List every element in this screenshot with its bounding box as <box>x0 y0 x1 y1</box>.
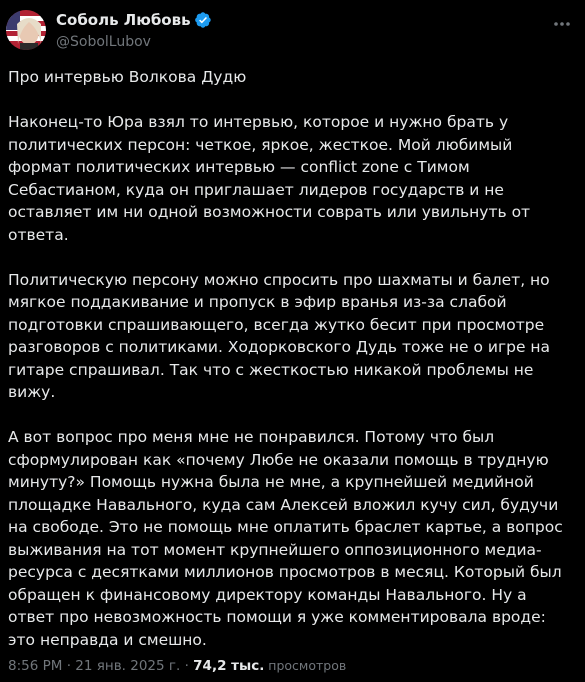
author-handle[interactable]: @SobolLubov <box>56 34 151 50</box>
name-row <box>56 10 212 30</box>
post-paragraph: Про интервью Волкова Дудю <box>8 68 247 86</box>
views-count[interactable]: 74,2 тыс. <box>193 658 265 674</box>
more-dots-icon[interactable] <box>550 12 574 36</box>
meta-separator: · <box>62 658 76 674</box>
avatar[interactable] <box>6 10 46 50</box>
post-header <box>0 0 585 58</box>
display-name[interactable]: Соболь Любовь <box>56 11 191 29</box>
post-paragraph: А вот вопрос про меня мне не понравился. Потому что был сформулирован как «почему Любе не оказали помощь в трудную минуту?» Помощь нужна была не мне, а крупнейшей медийной площадке Навального, куда сам Алексей вложил кучу сил, будучи на свободе. Это не помощь мне оплатить браслет картье, а вопрос выживания на тот момент крупнейшего оппозиционного медиа-ресурса с десятками миллионов просмотров в месяц. Который был обращен к финансовому директору команды Навального. Ну а ответ про невозможность помощи я уже комментировала вроде: это неправда и смешно. <box>8 428 563 649</box>
verified-badge-icon[interactable] <box>194 11 212 29</box>
post-text <box>8 66 574 674</box>
meta-separator: · <box>180 658 194 674</box>
author-names <box>56 10 212 52</box>
post-date[interactable]: 21 янв. 2025 г. <box>75 658 181 674</box>
post-meta <box>8 656 346 676</box>
views-label: просмотров <box>264 658 347 673</box>
post-paragraph: Политическую персону можно спросить про шахматы и балет, но мягкое поддакивание и пропуск в эфир вранья из-за слабой подготовки спрашивающего, всегда жутко бесит при просмотре разговоров с политиками. Ходорковского Дудь тоже не о игре на гитаре спрашивал. Так что с жесткостью никакой проблемы не вижу. <box>8 270 551 401</box>
post-time[interactable]: 8:56 PM <box>8 658 63 674</box>
post-paragraph: Наконец-то Юра взял то интервью, которое и нужно брать у политических персон: четкое, яркое, жесткое. Мой любимый формат политических интервью — conflict zone с Тимом Себастианом, куда он приглашает лидеров государств и не оставляет им ни одной возможности соврать или увильнуть от ответа. <box>8 113 531 244</box>
